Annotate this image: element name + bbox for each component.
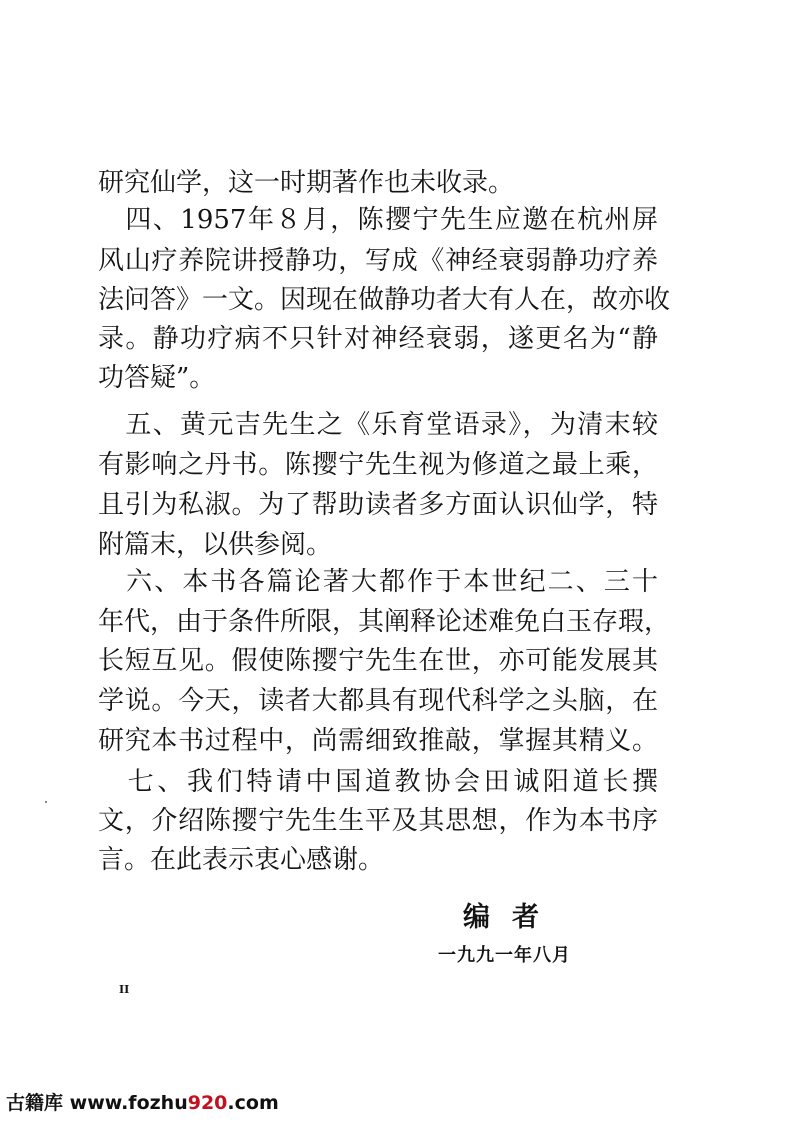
text-line-11: 六、本书各篇论著大都作于本世纪二、三十 [98,567,658,597]
text-line-9: 且引为私淑。为了帮助读者多方面认识仙学，特 [98,490,658,520]
signature-date: 一九九一年八月 [438,945,571,966]
text-line-4: 法问答》一文。因现在做静功者大有人在，故亦收 [98,285,671,315]
editor-signature: 编者 [463,902,561,933]
text-line-18: 言。在此表示衷心感谢。 [98,845,385,875]
text-line-3: 风山疗养院讲授静功，写成《神经衰弱静功疗养 [98,246,658,276]
watermark-site-name: 古籍库 [6,1092,64,1114]
watermark-url-suffix: .com [227,1092,279,1114]
text-line-7: 五、黄元吉先生之《乐育堂语录》，为清末较 [98,410,658,440]
text-line-16: 七、我们特请中国道教协会田诚阳道长撰 [98,767,658,797]
site-watermark [6,1088,279,1115]
text-line-5: 录。静功疗病不只针对神经衰弱，遂更名为“静 [98,324,658,354]
watermark-url-prefix: www.fozhu [69,1092,188,1114]
watermark-url-number: 920 [187,1092,228,1114]
text-line-15: 研究本书过程中，尚需细致推敲，掌握其精义。 [98,726,658,756]
text-line-6: 功答疑”。 [98,363,216,393]
text-line-17: 文，介绍陈撄宁先生生平及其思想，作为本书序 [98,806,658,836]
text-line-8: 有影响之丹书。陈撄宁先生视为修道之最上乘， [98,450,658,480]
text-line-13: 长短互见。假使陈撄宁先生在世，亦可能发展其 [98,646,658,676]
text-line-12: 年代，由于条件所限，其阐释论述难免白玉存瑕， [98,607,671,637]
page-number: II [119,983,130,996]
text-line-1: 研究仙学，这一时期著作也未收录。 [98,168,515,198]
scan-speck [45,801,47,803]
text-line-10: 附篇末，以供参阅。 [98,530,333,560]
text-line-14: 学说。今天，读者大都具有现代科学之头脑，在 [98,686,658,716]
text-line-2: 四、1957年８月，陈撄宁先生应邀在杭州屏 [98,205,658,235]
